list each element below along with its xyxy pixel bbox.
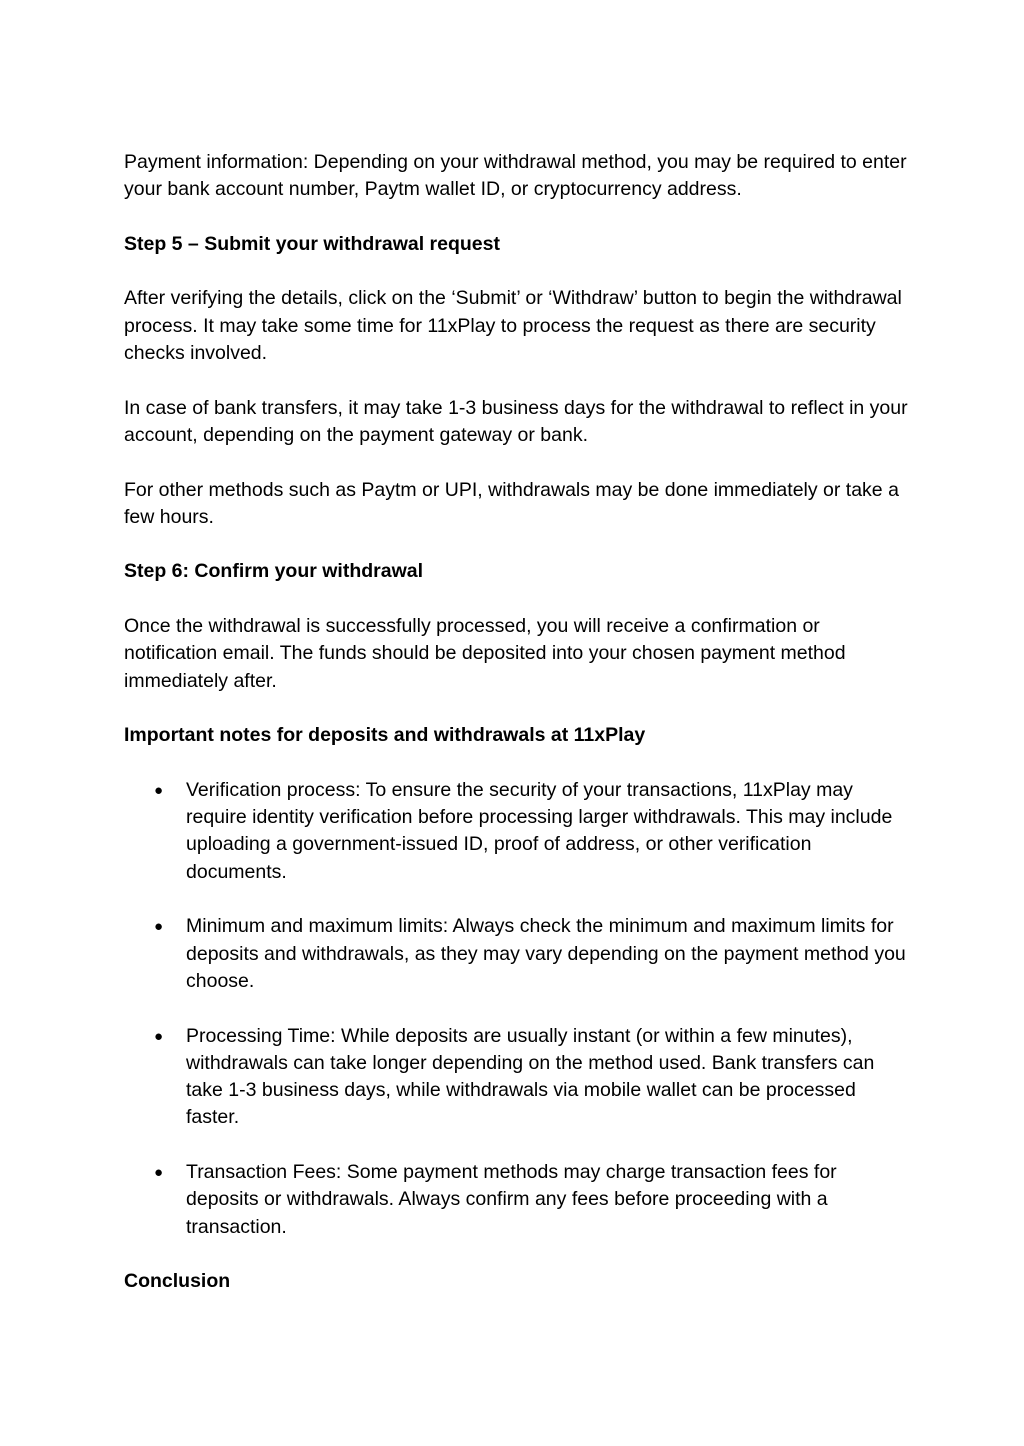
bullet-icon: ● (154, 781, 164, 799)
important-notes-heading: Important notes for deposits and withdrawals at 11xPlay (124, 724, 646, 747)
bank-transfers-paragraph: In case of bank transfers, it may take 1-3 business days for the withdrawal to reflect in your account, depending on the payment gateway or bank. (124, 396, 908, 446)
list-item (124, 913, 914, 995)
paragraph-spacer (124, 1241, 914, 1268)
important-notes-list (124, 777, 914, 1241)
list-spacer (124, 995, 914, 1022)
list-spacer (124, 1132, 914, 1159)
paragraph-spacer (124, 258, 914, 285)
paragraph-spacer (124, 204, 914, 231)
step-5-body-paragraph: After verifying the details, click on the ‘Submit’ or ‘Withdraw’ button to begin the withdrawal process. It may take some time for 11xPlay to process the request as there are security checks involved. (124, 287, 902, 365)
list-item-text: Minimum and maximum limits: Always check the minimum and maximum limits for deposits and withdrawals, as they may vary depending on the payment method you choose. (186, 915, 906, 992)
bullet-icon: ● (154, 1163, 164, 1181)
bullet-icon: ● (154, 918, 164, 936)
list-spacer (124, 886, 914, 913)
list-item (124, 1159, 914, 1241)
paragraph-spacer (124, 750, 914, 777)
other-methods-paragraph: For other methods such as Paytm or UPI, withdrawals may be done immediately or take a few hours. (124, 478, 899, 528)
paragraph-spacer (124, 586, 914, 613)
paragraph-spacer (124, 449, 914, 476)
payment-information-paragraph: Payment information: Depending on your withdrawal method, you may be required to enter your bank account number, Paytm wallet ID, or cryptocurrency address. (124, 151, 907, 201)
paragraph-spacer (124, 367, 914, 394)
bullet-icon: ● (154, 1027, 164, 1045)
list-item-text: Verification process: To ensure the security of your transactions, 11xPlay may require identity verification before processing larger withdrawals. This may include uploading a government-issued ID, proof of address, or other verification documents. (186, 778, 893, 883)
list-item-text: Transaction Fees: Some payment methods may charge transaction fees for deposits or withdrawals. Always confirm any fees before proceeding with a transaction. (186, 1160, 837, 1238)
step-6-heading: Step 6: Confirm your withdrawal (124, 560, 424, 583)
step-5-heading: Step 5 – Submit your withdrawal request (124, 232, 500, 255)
document-page (124, 149, 914, 1295)
list-item (124, 1023, 914, 1132)
list-item-text: Processing Time: While deposits are usually instant (or within a few minutes), withdrawals can take longer depending on the method used. Bank transfers can take 1-3 business days, while withdrawals via mobile wallet can be processed faster. (186, 1024, 875, 1129)
paragraph-spacer (124, 531, 914, 558)
list-item (124, 777, 914, 886)
conclusion-heading: Conclusion (124, 1270, 231, 1293)
step-6-body-paragraph: Once the withdrawal is successfully processed, you will receive a confirmation or notification email. The funds should be deposited into your chosen payment method immediately after. (124, 615, 846, 692)
paragraph-spacer (124, 695, 914, 722)
